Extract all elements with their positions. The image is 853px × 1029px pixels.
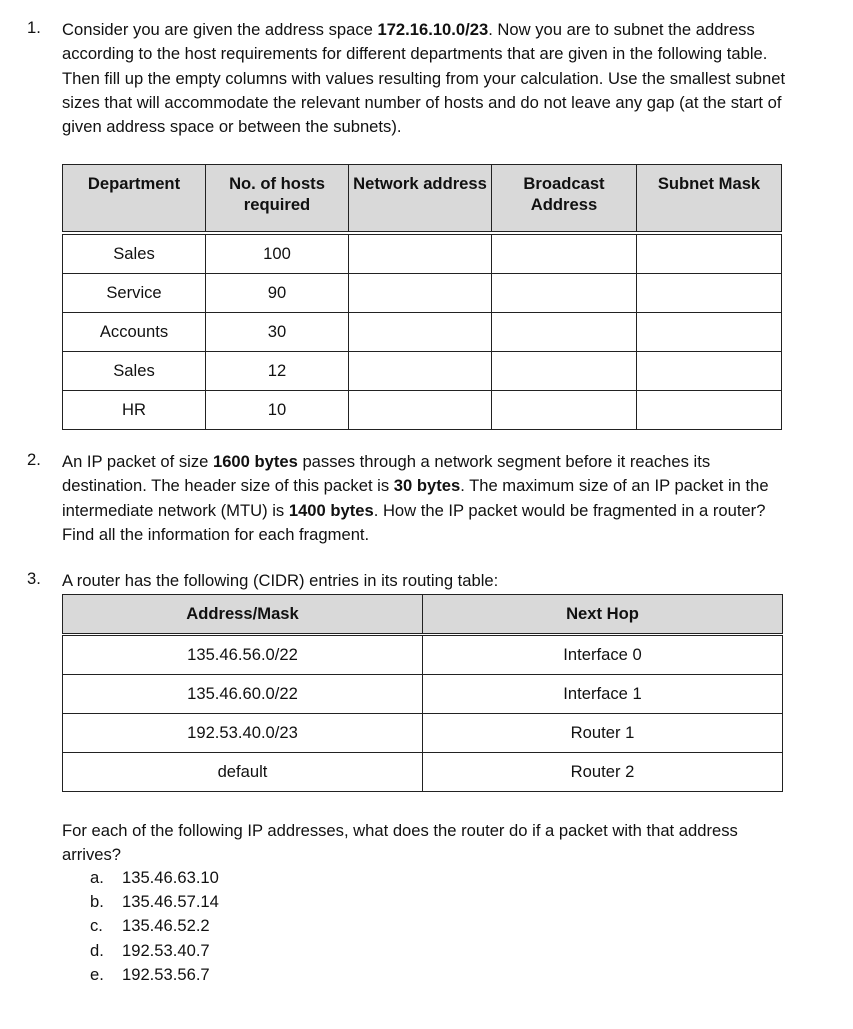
question-3-prompt: For each of the following IP addresses, what does the router do if a packet with that address arrives?	[62, 821, 738, 865]
q1-address-space: 172.16.10.0/23	[377, 20, 489, 39]
list-item	[90, 939, 219, 963]
list-item-label: e.	[90, 964, 104, 984]
network-address-cell	[349, 274, 492, 313]
subnet-table-header	[63, 165, 782, 232]
question-3-intro: A router has the following (CIDR) entries in its routing table:	[62, 571, 499, 590]
list-item-address: 192.53.40.7	[122, 940, 210, 960]
q2-text-3: . The maximum size of an IP packet in the intermediate network (MTU) is	[62, 476, 769, 520]
address-cell: default	[63, 753, 423, 792]
list-item-label: c.	[90, 916, 103, 936]
header-next-hop: Next Hop	[423, 595, 783, 634]
next-hop-cell: Router 2	[423, 753, 783, 792]
subnet-mask-cell	[637, 235, 782, 274]
department-cell: HR	[63, 391, 206, 430]
question-2-number: 2.	[27, 450, 41, 469]
next-hop-cell: Router 1	[423, 714, 783, 753]
hosts-cell: 90	[206, 274, 349, 313]
table-row	[63, 352, 782, 391]
question-3-number: 3.	[27, 569, 41, 588]
broadcast-address-cell	[492, 313, 637, 352]
routing-table	[62, 594, 783, 792]
table-row	[63, 675, 783, 714]
subnet-mask-cell	[637, 391, 782, 430]
table-row	[63, 274, 782, 313]
next-hop-cell: Interface 0	[423, 636, 783, 675]
next-hop-cell: Interface 1	[423, 675, 783, 714]
table-row	[63, 636, 783, 675]
network-address-cell	[349, 235, 492, 274]
header-broadcast-address: Broadcast Address	[492, 165, 637, 232]
table-row	[63, 391, 782, 430]
q1-text-a: Consider you are given the address space	[62, 20, 378, 39]
header-network-address: Network address	[349, 165, 492, 232]
ip-address-list	[90, 866, 219, 987]
routing-table-header	[63, 595, 783, 634]
q2-text-1: An IP packet of size	[62, 452, 213, 471]
list-item	[90, 914, 219, 938]
list-item-address: 135.46.52.2	[122, 916, 210, 936]
network-address-cell	[349, 313, 492, 352]
hosts-cell: 30	[206, 313, 349, 352]
subnet-mask-cell	[637, 313, 782, 352]
hosts-cell: 10	[206, 391, 349, 430]
network-address-cell	[349, 391, 492, 430]
address-cell: 135.46.56.0/22	[63, 636, 423, 675]
table-row	[63, 313, 782, 352]
hosts-cell: 12	[206, 352, 349, 391]
list-item-label: d.	[90, 940, 104, 960]
department-cell: Sales	[63, 352, 206, 391]
question-2-text	[62, 450, 792, 547]
list-item-address: 135.46.57.14	[122, 892, 219, 912]
question-1-number: 1.	[27, 18, 41, 37]
subnet-mask-cell	[637, 274, 782, 313]
list-item	[90, 963, 219, 987]
q1-text-b: . Now you are to subnet the address according to the host requirements for different departments that are given in the following table. Then fill up the empty columns with values resulting from your calculation. Use the smallest subnet sizes that will accommodate the relevant number of hosts and do not leave any gap (at the start of given address space or between the subnets).	[62, 20, 786, 137]
header-department: Department	[63, 165, 206, 232]
q2-header-size: 30 bytes	[393, 476, 461, 496]
header-address-mask: Address/Mask	[63, 595, 423, 634]
list-item-address: 135.46.63.10	[122, 868, 219, 887]
broadcast-address-cell	[492, 235, 637, 274]
address-cell: 135.46.60.0/22	[63, 675, 423, 714]
table-row	[63, 753, 783, 792]
q2-text-2: passes through a network segment before it reaches its destination. The header size of this packet is	[62, 452, 711, 496]
network-address-cell	[349, 352, 492, 391]
broadcast-address-cell	[492, 352, 637, 391]
list-item-address: 192.53.56.7	[122, 964, 210, 984]
list-item	[90, 890, 219, 914]
subnet-mask-cell	[637, 352, 782, 391]
q2-packet-size: 1600 bytes	[212, 452, 298, 471]
department-cell: Sales	[63, 235, 206, 274]
broadcast-address-cell	[492, 274, 637, 313]
table-row	[63, 714, 783, 753]
hosts-cell: 100	[206, 235, 349, 274]
broadcast-address-cell	[492, 391, 637, 430]
list-item-label: a.	[90, 868, 104, 887]
q2-mtu: 1400 bytes	[288, 500, 374, 520]
department-cell: Service	[63, 274, 206, 313]
address-cell: 192.53.40.0/23	[63, 714, 423, 753]
q2-text-4: . How the IP packet would be fragmented in a router? Find all the information for each fragment.	[62, 500, 766, 544]
table-row	[63, 235, 782, 274]
header-subnet-mask: Subnet Mask	[637, 165, 782, 232]
question-1-text	[62, 18, 792, 139]
subnet-table	[62, 164, 782, 430]
department-cell: Accounts	[63, 313, 206, 352]
list-item-label: b.	[90, 892, 104, 912]
list-item	[90, 866, 219, 890]
header-hosts: No. of hosts required	[206, 165, 349, 232]
